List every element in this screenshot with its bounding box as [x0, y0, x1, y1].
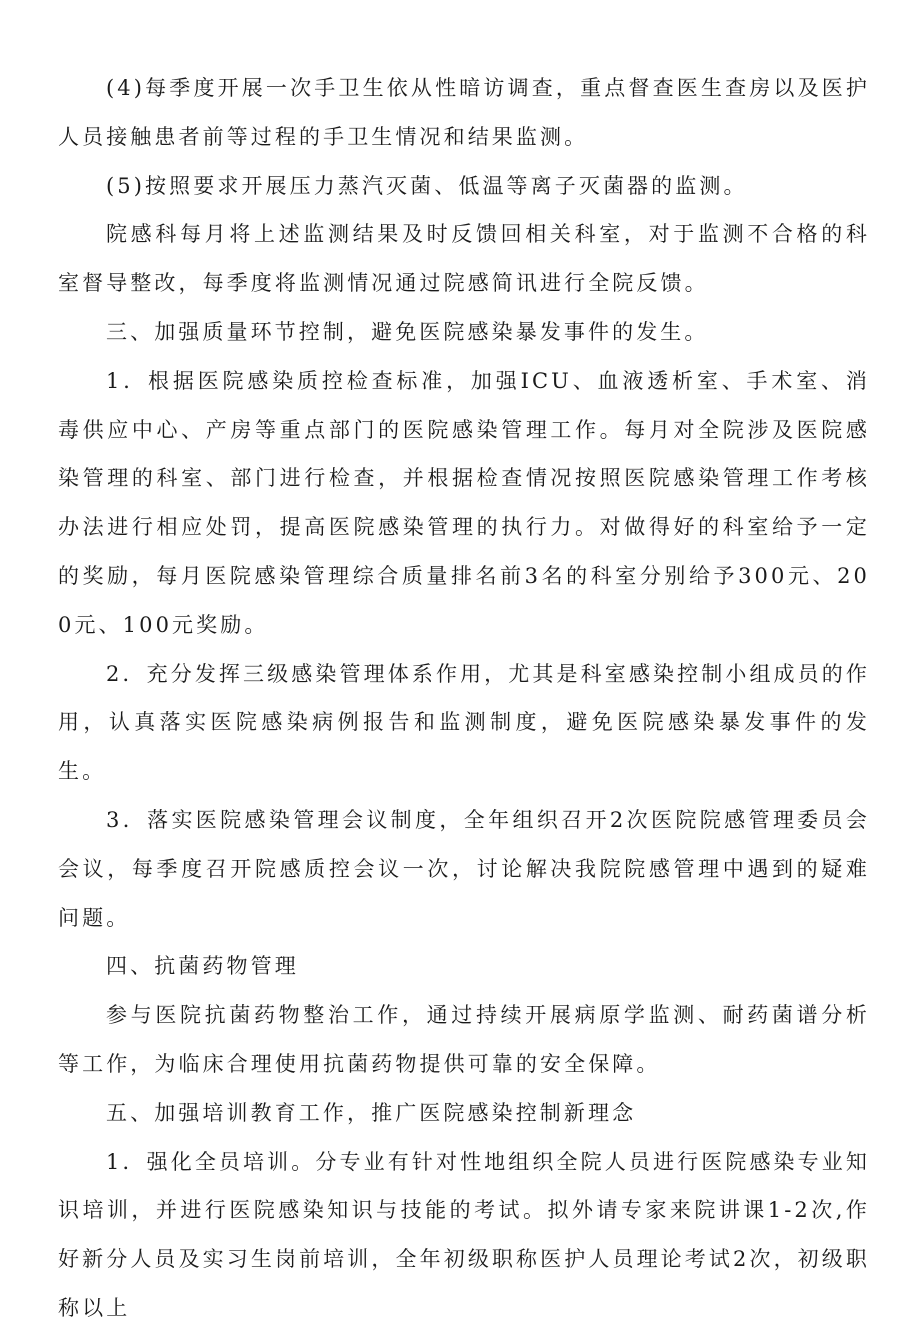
paragraph-sterilizer-monitoring: (5)按照要求开展压力蒸汽灭菌、低温等离子灭菌器的监测。 — [106, 173, 748, 198]
paragraph-monitoring-feedback: 院感科每月将上述监测结果及时反馈回相关科室，对于监测不合格的科室督导整改，每季度将监测情况通过院感简讯进行全院反馈。 — [58, 222, 870, 296]
paragraph-training-1: 1．强化全员培训。分专业有针对性地组织全院人员进行医院感染专业知识培训，并进行医院感染知识与技能的考试。拟外请专家来院讲课1-2次,作好新分人员及实习生岗前培训，全年初级职称医护人员理论考试2次，初级职称以上 — [58, 1149, 870, 1320]
section-heading-antibiotics: 四、抗菌药物管理 — [106, 954, 299, 979]
section-heading-quality-control: 三、加强质量环节控制，避免医院感染暴发事件的发生。 — [106, 319, 709, 344]
paragraph-quality-control-3: 3．落实医院感染管理会议制度，全年组织召开2次医院院感管理委员会会议，每季度召开院感质控会议一次，讨论解决我院院感管理中遇到的疑难问题。 — [58, 807, 870, 930]
paragraph-quality-control-2: 2．充分发挥三级感染管理体系作用，尤其是科室感染控制小组成员的作用，认真落实医院感染病例报告和监测制度，避免医院感染暴发事件的发生。 — [58, 661, 870, 784]
paragraph-quality-control-1: 1．根据医院感染质控检查标准，加强ICU、血液透析室、手术室、消毒供应中心、产房等重点部门的医院感染管理工作。每月对全院涉及医院感染管理的科室、部门进行检查，并根据检查情况按照医院感染管理工作考核办法进行相应处罚，提高医院感染管理的执行力。对做得好的科室给予一定的奖励，每月医院感染管理综合质量排名前3名的科室分别给予300元、200元、100元奖励。 — [58, 368, 870, 637]
section-heading-training: 五、加强培训教育工作，推广医院感染控制新理念 — [106, 1100, 637, 1125]
paragraph-antibiotics: 参与医院抗菌药物整治工作，通过持续开展病原学监测、耐药菌谱分析等工作，为临床合理使用抗菌药物提供可靠的安全保障。 — [58, 1003, 870, 1076]
document-body — [58, 64, 870, 1333]
paragraph-hand-hygiene-survey: (4)每季度开展一次手卫生依从性暗访调查，重点督查医生查房以及医护人员接触患者前等过程的手卫生情况和结果监测。 — [58, 76, 870, 149]
